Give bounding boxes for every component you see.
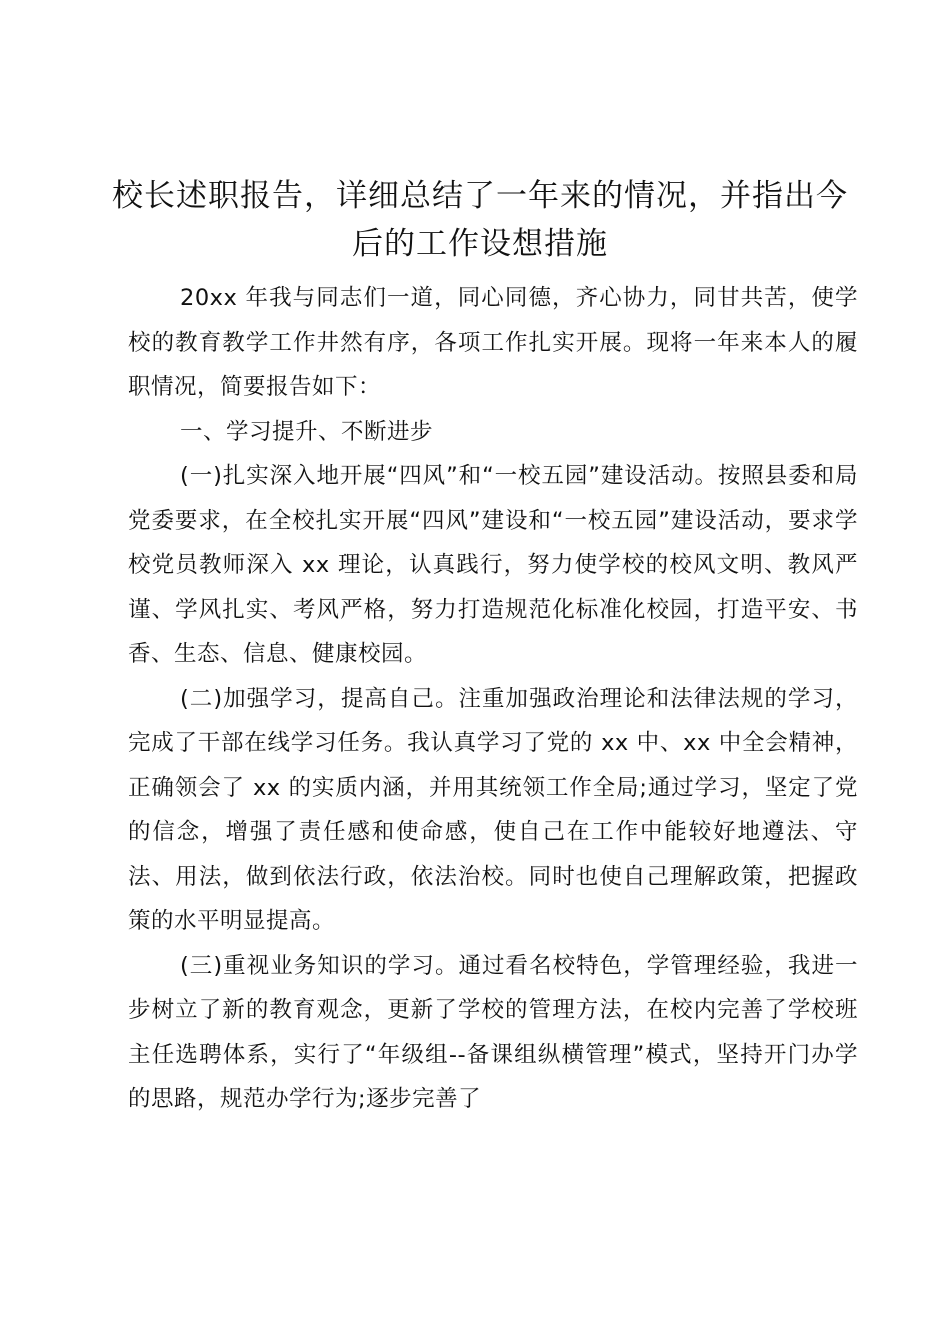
section-heading-1: 一、学习提升、不断进步 xyxy=(180,418,434,445)
paragraph-1-3: (三)重视业务知识的学习。通过看名校特色，学管理经验，我进一步树立了新的教育观念，更新了学校的管理方法，在校内完善了学校班主任选聘体系，实行了“年级组--备课组纵横管理”模式，坚持开门办学的思路，规范办学行为;逐步完善了 xyxy=(128,952,858,1112)
paragraph-1-2: (二)加强学习，提高自己。注重加强政治理论和法律法规的学习，完成了干部在线学习任务。我认真学习了党的 xx 中、xx 中全会精神，正确领会了 xx 的实质内涵，并用其统领工作全局;通过学习，坚定了党的信念，增强了责任感和使命感，使自己在工作中能较好地遵法、守法、用法，做到依法行政，依法治校。同时也使自己理解政策，把握政策的水平明显提高。 xyxy=(128,685,858,934)
paragraph-intro: 20xx 年我与同志们一道，同心同德，齐心协力，同甘共苦，使学校的教育教学工作井然有序，各项工作扎实开展。现将一年来本人的履职情况，简要报告如下： xyxy=(128,285,858,400)
document-title: 校长述职报告，详细总结了一年来的情况，并指出今后的工作设想措施 xyxy=(112,178,848,262)
document-body xyxy=(128,276,858,1122)
paragraph-1-1: (一)扎实深入地开展“四风”和“一校五园”建设活动。按照县委和局党委要求，在全校扎实开展“四风”建设和“一校五园”建设活动，要求学校党员教师深入 xx 理论，认真践行，努力使学校的校风文明、教风严谨、学风扎实、考风严格，努力打造规范化标准化校园，打造平安、书香、生态、信息、健康校园。 xyxy=(128,463,858,667)
